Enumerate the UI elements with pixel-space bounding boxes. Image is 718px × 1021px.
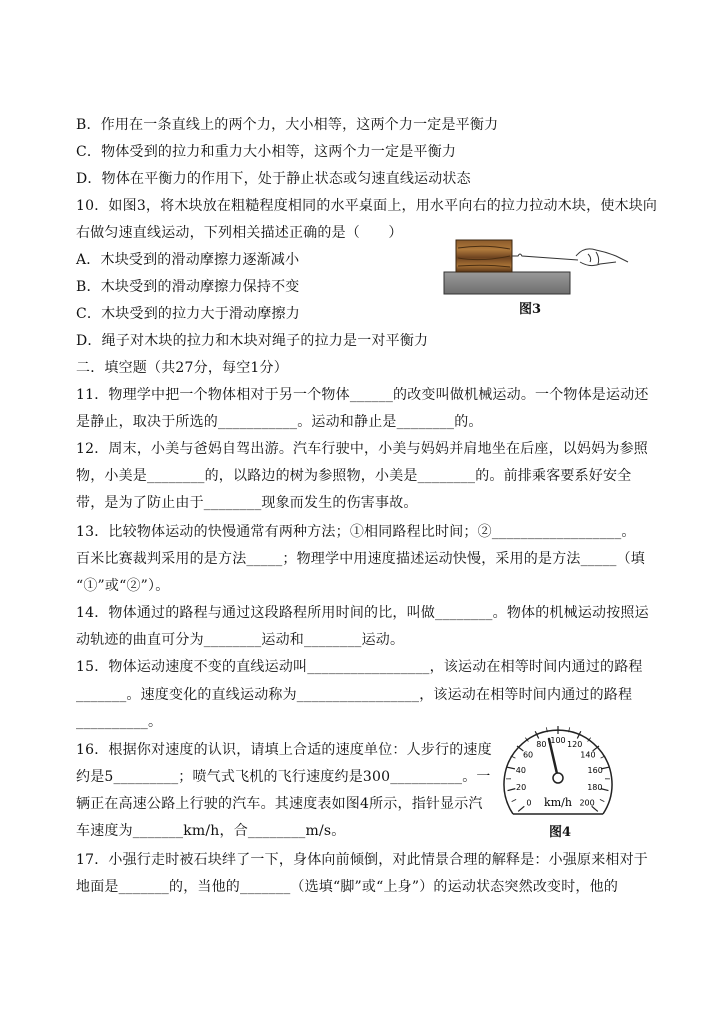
tick-label: 160: [587, 766, 603, 776]
question-16-line2: 约是5_________；喷气式飞机的飞行速度约是300__________。一: [76, 769, 491, 785]
speedometer-dial: [497, 718, 619, 818]
section-heading: 二．填空题（共27分，每空1分）: [76, 360, 288, 376]
tick-label: 180: [587, 783, 603, 793]
question-17-line2: 地面是_______的，当他的_______（选填“脚”或“上身”）的运动状态突然改变时，他的: [76, 879, 619, 895]
question-12-line1: 12．周末，小美与爸妈自驾出游。汽车行驶中，小美与妈妈并肩地坐在后座，以妈妈为参照: [76, 441, 649, 457]
question-14-line1: 14．物体通过的路程与通过这段路程所用时间的比，叫做________。物体的机械运动按照运: [76, 605, 649, 621]
question-15-line2: _______。速度变化的直线运动称为_________________，该运动在相等时间内通过的路程: [76, 687, 633, 703]
question-12-line2: 物，小美是________的，以路边的树为参照物，小美是________的。前排乘客要系好安全: [76, 468, 632, 484]
figure-4-speedometer: [497, 718, 619, 818]
question-15-line1: 15．物体运动速度不变的直线运动叫_________________，该运动在相等时间内通过的路程: [76, 659, 643, 675]
question-10-line2: 右做匀速直线运动，下列相关描述正确的是（ ）: [76, 225, 403, 241]
option-d-q10: D．绳子对木块的拉力和木块对绳子的拉力是一对平衡力: [76, 333, 429, 349]
block-on-table-drawing: [440, 234, 630, 296]
question-13-line1: 13．比较物体运动的快慢通常有两种方法；①相同路程比时间；②__________________。: [76, 524, 636, 540]
tick-label: 20: [516, 783, 527, 793]
question-12-line3: 带，是为了防止由于________现象而发生的伤害事故。: [76, 495, 418, 511]
question-16-line4: 车速度为_______km/h，合________m/s。: [76, 823, 346, 839]
figure-3-illustration: [440, 234, 630, 296]
tick-label: 80: [536, 739, 547, 749]
option-b-q10: B．木块受到的滑动摩擦力保持不变: [76, 279, 300, 295]
question-11-line1: 11．物理学中把一个物体相对于另一个物体______的改变叫做机械运动。一个物体是运动还: [76, 387, 649, 403]
option-d-q9: D．物体在平衡力的作用下，处于静止状态或匀速直线运动状态: [76, 171, 471, 187]
hand: [576, 249, 628, 266]
option-b-q9: B．作用在一条直线上的两个力，大小相等，这两个力一定是平衡力: [76, 117, 499, 133]
tick-label: 60: [522, 750, 534, 760]
tick-label: 100: [550, 736, 566, 745]
tick-label: 120: [567, 739, 583, 749]
speed-unit-label: km/h: [544, 796, 572, 809]
tick-label: 140: [580, 750, 596, 760]
figure-4-caption: 图4: [549, 825, 572, 840]
question-16-line1: 16．根据你对速度的认识，请填上合适的速度单位：人步行的速度: [76, 742, 492, 758]
question-14-line2: 动轨迹的曲直可分为________运动和________运动。: [76, 632, 405, 648]
tick-label: 0: [526, 798, 532, 808]
figure-3-caption: 图3: [519, 302, 542, 317]
question-17-line1: 17．小强行走时被石块绊了一下，身体向前倾倒，对此情景合理的解释是：小强原来相对于: [76, 852, 649, 868]
option-c-q9: C．物体受到的拉力和重力大小相等，这两个力一定是平衡力: [76, 144, 457, 160]
question-13-line2: 百米比赛裁判采用的是方法_____；物理学中用速度描述运动快慢，采用的是方法_____（填: [76, 551, 645, 567]
needle-hub: [553, 773, 563, 783]
pull-string: [512, 254, 578, 260]
option-a-q10: A．木块受到的滑动摩擦力逐渐减小: [76, 252, 300, 268]
tick-label: 200: [579, 798, 595, 808]
question-15-line3: __________。: [76, 714, 163, 730]
question-11-line2: 是静止，取决于所选的___________。运动和静止是________的。: [76, 414, 483, 430]
question-16-line3: 辆正在高速公路上行驶的汽车。其速度表如图4所示，指针显示汽: [76, 796, 483, 812]
tick-label: 40: [515, 766, 526, 776]
question-10-line1: 10．如图3，将木块放在粗糙程度相同的水平桌面上，用水平向右的拉力拉动木块，使木块向: [76, 198, 658, 214]
table-surface: [444, 272, 570, 294]
wooden-block: [456, 240, 512, 272]
question-13-line3: “①”或“②”）。: [76, 578, 170, 594]
option-c-q10: C．木块受到的拉力大于滑动摩擦力: [76, 306, 300, 322]
